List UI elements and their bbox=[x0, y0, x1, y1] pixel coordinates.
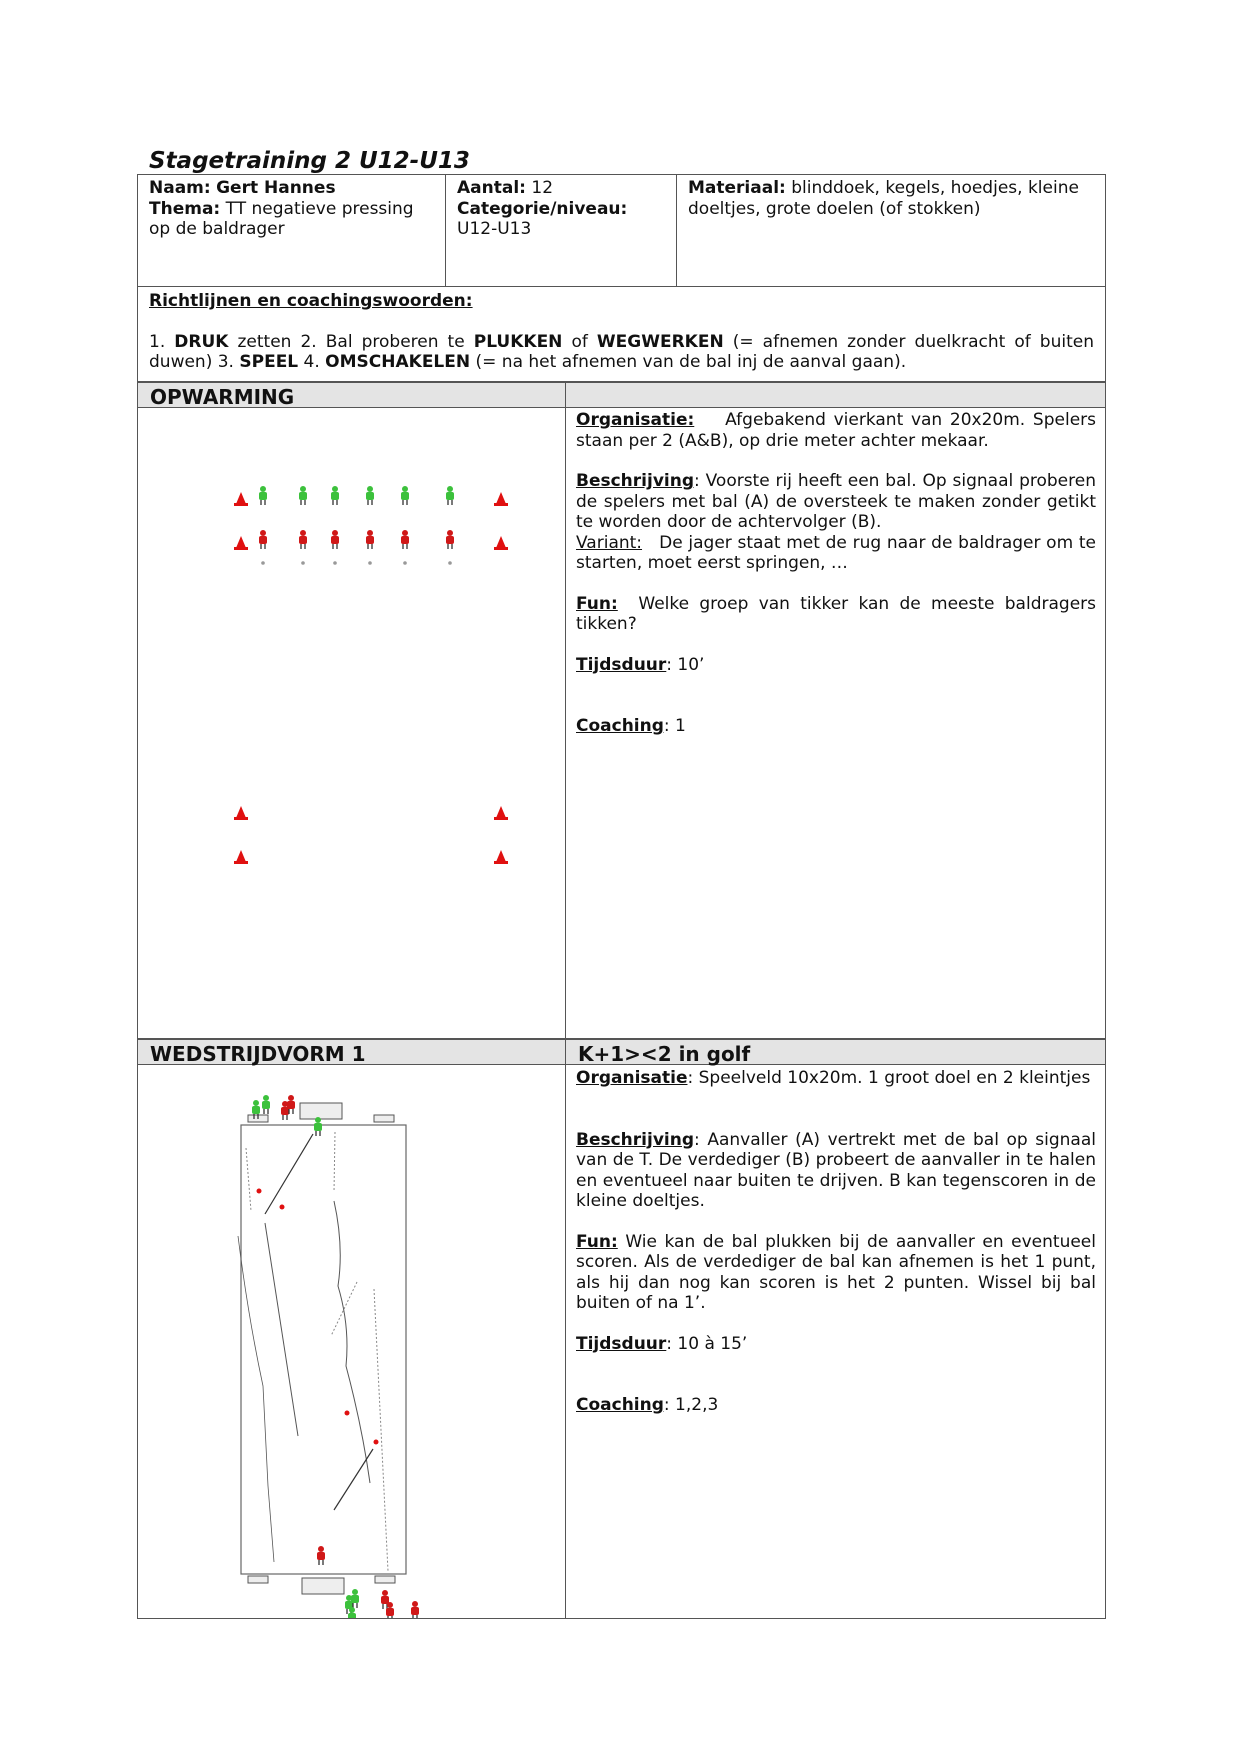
player-head bbox=[447, 486, 453, 492]
coach2-label: Coaching bbox=[576, 1395, 664, 1415]
cone-icon bbox=[236, 492, 246, 504]
categorie-label: Categorie/niveau: bbox=[457, 198, 628, 219]
run-arrow bbox=[374, 1289, 388, 1571]
naam-value: Gert Hannes bbox=[216, 178, 336, 198]
player-icon bbox=[287, 1101, 295, 1109]
cone-icon bbox=[236, 536, 246, 548]
cone-icon bbox=[496, 806, 506, 818]
ball-icon bbox=[261, 561, 265, 565]
header-materiaal-cell bbox=[678, 175, 1104, 222]
cone-icon bbox=[236, 806, 246, 818]
naam-label: Naam: bbox=[149, 178, 211, 198]
player-head bbox=[402, 486, 408, 492]
tijd-label: Tijdsduur bbox=[576, 654, 667, 675]
variant-text: De jager staat met de rug naar de baldrager om te starten, moet eerst springen, … bbox=[576, 532, 1096, 573]
thema-label: Thema: bbox=[149, 198, 221, 219]
big-goal-bottom bbox=[302, 1578, 344, 1594]
hat-icon bbox=[345, 1411, 350, 1416]
cone-icon bbox=[236, 850, 246, 862]
player-head bbox=[263, 1095, 269, 1101]
hat-icon bbox=[280, 1205, 285, 1210]
player-icon bbox=[331, 492, 339, 500]
player-head bbox=[387, 1602, 393, 1608]
player-head bbox=[315, 1117, 321, 1123]
player-head bbox=[260, 486, 266, 492]
player-icon bbox=[411, 1607, 419, 1615]
player-icon bbox=[299, 536, 307, 544]
player-icon bbox=[366, 536, 374, 544]
player-head bbox=[300, 486, 306, 492]
big-goal-top bbox=[300, 1103, 342, 1119]
player-head bbox=[260, 530, 266, 536]
coach-text: : 1 bbox=[663, 716, 686, 736]
player-icon bbox=[446, 492, 454, 500]
org-label: Organisatie: bbox=[576, 410, 695, 430]
cone-base bbox=[494, 861, 508, 864]
ball-icon bbox=[301, 561, 305, 565]
hat-icon bbox=[257, 1189, 262, 1194]
cone-base bbox=[494, 547, 508, 550]
ball-icon bbox=[333, 561, 337, 565]
section2-heading: WEDSTRIJDVORM 1 bbox=[138, 1040, 565, 1065]
player-icon bbox=[351, 1595, 359, 1603]
header-aantal-cell bbox=[447, 175, 675, 243]
besch2-text: : Aanvaller (A) vertrekt met de bal op signaal van de T. De verdediger (B) probeert de aanvaller in te halen en eventueel naar buiten te drijven. B kan tegenscoren in de kleine doeltjes. bbox=[576, 1129, 1096, 1211]
org2-text: : Speelveld 10x20m. 1 groot doel en 2 kleintjes bbox=[687, 1068, 1091, 1088]
player-head bbox=[447, 530, 453, 536]
player-icon bbox=[348, 1613, 356, 1618]
coach-label: Coaching bbox=[576, 716, 664, 736]
player-head bbox=[412, 1601, 418, 1607]
besch-label: Beschrijving bbox=[576, 471, 695, 491]
coach2-text: : 1,2,3 bbox=[663, 1395, 719, 1415]
ball-icon bbox=[448, 561, 452, 565]
tijd-text: : 10’ bbox=[666, 654, 705, 675]
categorie-value: U12-U13 bbox=[457, 219, 532, 239]
small-goal bbox=[375, 1576, 395, 1583]
player-head bbox=[288, 1095, 294, 1101]
cone-base bbox=[494, 503, 508, 506]
guidelines-heading: Richtlijnen en coachingswoorden: bbox=[149, 291, 473, 311]
aantal-value: 12 bbox=[531, 178, 554, 198]
player-head bbox=[352, 1589, 358, 1595]
run-arrow bbox=[246, 1148, 251, 1211]
cone-base bbox=[494, 817, 508, 820]
fun-label: Fun: bbox=[576, 593, 618, 614]
page-title: Stagetraining 2 U12-U13 bbox=[149, 148, 470, 174]
section2-text bbox=[576, 1068, 1096, 1416]
player-icon bbox=[262, 1101, 270, 1109]
player-icon bbox=[259, 492, 267, 500]
fun-text: Welke groep van tikker kan de meeste baldragers tikken? bbox=[576, 593, 1096, 634]
opwarming-diagram bbox=[138, 409, 565, 1038]
player-head bbox=[382, 1590, 388, 1596]
ball-icon bbox=[368, 561, 372, 565]
player-icon bbox=[314, 1123, 322, 1131]
guidelines-text: 1. DRUK zetten 2. Bal proberen te PLUKKEN of WEGWERKEN (= afnemen zonder duelkracht of buiten duwen) 3. SPEEL 4. OMSCHAKELEN (= na het afnemen van de bal inj de aanval gaan). bbox=[149, 331, 1094, 372]
player-icon bbox=[401, 492, 409, 500]
besch-text: : Voorste rij heeft een bal. Op signaal proberen de spelers met bal (A) de oversteek te maken zonder getikt te worden door de achtervolger (B). bbox=[576, 471, 1096, 532]
player-icon bbox=[317, 1552, 325, 1560]
cone-base bbox=[234, 817, 248, 820]
org-text: Afgebakend vierkant van 20x20m. Spelers staan per 2 (A&B), op drie meter achter mekaar. bbox=[576, 410, 1096, 451]
player-icon bbox=[331, 536, 339, 544]
player-head bbox=[300, 530, 306, 536]
section1-text bbox=[576, 410, 1096, 737]
cone-base bbox=[234, 547, 248, 550]
besch2-label: Beschrijving bbox=[576, 1129, 695, 1150]
player-icon bbox=[386, 1608, 394, 1616]
run-arrow bbox=[331, 1282, 357, 1336]
player-icon bbox=[259, 536, 267, 544]
ball-icon bbox=[403, 561, 407, 565]
small-goal bbox=[248, 1576, 268, 1583]
player-icon bbox=[299, 492, 307, 500]
run-path bbox=[238, 1236, 274, 1562]
cone-icon bbox=[496, 850, 506, 862]
small-goal bbox=[374, 1115, 394, 1122]
tijd2-text: : 10 à 15’ bbox=[666, 1333, 748, 1354]
materiaal-value: blinddoek, kegels, hoedjes, kleine doeltjes, grote doelen (of stokken) bbox=[688, 178, 1079, 219]
wedstrijdvorm-diagram bbox=[138, 1066, 565, 1618]
player-head bbox=[318, 1546, 324, 1552]
tijd2-label: Tijdsduur bbox=[576, 1333, 667, 1354]
player-icon bbox=[366, 492, 374, 500]
section1-heading-right bbox=[566, 383, 1105, 408]
player-head bbox=[253, 1100, 259, 1106]
player-head bbox=[349, 1607, 355, 1613]
org2-label: Organisatie bbox=[576, 1068, 688, 1088]
hat-icon bbox=[374, 1440, 379, 1445]
run-arrow bbox=[334, 1132, 335, 1192]
dribble-path-wavy bbox=[334, 1201, 370, 1483]
cone-base bbox=[234, 861, 248, 864]
player-head bbox=[332, 530, 338, 536]
aantal-label: Aantal: bbox=[457, 178, 526, 198]
variant-label: Variant: bbox=[576, 532, 643, 553]
guidelines-cell bbox=[139, 288, 1104, 376]
header-naam-cell bbox=[139, 175, 444, 243]
fun2-text: Wie kan de bal plukken bij de aanvaller en eventueel scoren. Als de verdediger de bal kan afnemen is het 1 punt, als hij dan nog kan scoren is het 2 punten. Wissel bij bal buiten of na 1’. bbox=[576, 1231, 1096, 1313]
player-head bbox=[367, 530, 373, 536]
player-icon bbox=[381, 1596, 389, 1604]
pass-arrow bbox=[265, 1134, 313, 1214]
section2-subheading: K+1><2 in golf bbox=[566, 1040, 1105, 1065]
player-icon bbox=[401, 536, 409, 544]
fun2-label: Fun: bbox=[576, 1231, 618, 1252]
player-head bbox=[402, 530, 408, 536]
player-head bbox=[367, 486, 373, 492]
materiaal-label: Materiaal: bbox=[688, 178, 786, 198]
section1-heading: OPWARMING bbox=[138, 383, 565, 408]
cone-icon bbox=[496, 536, 506, 548]
cone-base bbox=[234, 503, 248, 506]
field-outline bbox=[241, 1125, 406, 1574]
cone-icon bbox=[496, 492, 506, 504]
player-head bbox=[332, 486, 338, 492]
player-icon bbox=[252, 1106, 260, 1114]
thema-value: TT negatieve pressing op de baldrager bbox=[149, 198, 414, 239]
player-icon bbox=[446, 536, 454, 544]
dribble-path bbox=[265, 1223, 298, 1436]
pass-arrow bbox=[334, 1449, 373, 1510]
